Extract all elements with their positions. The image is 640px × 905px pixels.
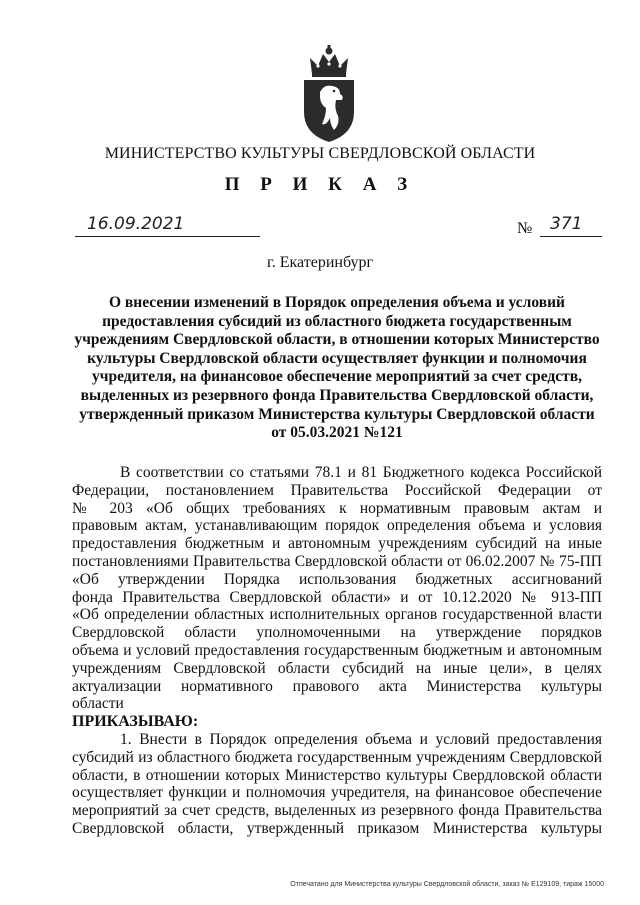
item-line: осуществляет функции и полномочия учредителя, на финансовое обеспечение <box>72 784 602 802</box>
order-number: 371 <box>550 214 583 234</box>
preamble-line: В соответствии со статьями 78.1 и 81 Бюджетного кодекса Российской <box>120 464 602 481</box>
title-line: предоставления субсидий из областного бюджета государственным <box>102 312 572 330</box>
item-line: мероприятий за счет средств, выделенных из резервного фонда Правительства <box>72 802 602 820</box>
preamble-line: фонда Правительства Свердловской области» и от 10.12.2020 № 913-ПП <box>72 588 602 606</box>
preamble-line: правовым актам, устанавливающим порядок определения объема и условия <box>72 517 602 535</box>
item-line: области, в отношении которых Министерство культуры Свердловской области <box>72 766 602 784</box>
print-footer: Отпечатано для Министерства культуры Свердловской области, заказ № Е129109, тираж 15000 <box>290 881 604 888</box>
sverdlovsk-coat-of-arms-icon <box>296 44 362 144</box>
ministry-name: МИНИСТЕРСТВО КУЛЬТУРЫ СВЕРДЛОВСКОЙ ОБЛАСТИ <box>104 145 536 162</box>
city: г. Екатеринбург <box>266 254 374 271</box>
item-line: Свердловской области, утвержденный приказом Министерства культуры <box>72 819 602 837</box>
preamble-line: объема и условий предоставления государственным бюджетным и автономным <box>72 641 602 659</box>
preamble-line: № 203 «Об общих требованиях к нормативным правовым актам и <box>72 499 602 517</box>
preamble-line: области <box>72 695 124 713</box>
title-line: утвержденный приказом Министерства культуры Свердловской области <box>79 405 595 423</box>
order-date: 16.09.2021 <box>87 214 185 234</box>
number-label: № <box>517 220 533 237</box>
preamble-line: постановлениями Правительства Свердловской области от 06.02.2007 № 75-ПП <box>72 552 602 570</box>
preamble-line: учреждениям Свердловской области субсидий на иные цели», в целях <box>72 659 602 677</box>
item-line: 1. Внести в Порядок определения объема и условий предоставления <box>120 730 602 748</box>
preamble-line: «Об определении областных исполнительных органов государственной власти <box>72 606 602 624</box>
title-line: О внесении изменений в Порядок определения объема и условий <box>109 294 565 311</box>
item-line: субсидий из областного бюджета государственным учреждениям Свердловской <box>72 748 602 766</box>
document-title <box>72 294 602 443</box>
title-line: учредителя, на финансовое обеспечение мероприятий за счет средств, <box>92 368 582 386</box>
document-type: П Р И К А З <box>224 174 416 195</box>
document-body <box>72 464 602 838</box>
order-verb: ПРИКАЗЫВАЮ: <box>72 713 199 731</box>
title-line: культуры Свердловской области осуществляет функции и полномочия <box>87 349 587 367</box>
date-field <box>75 214 260 237</box>
title-line: от 05.03.2021 №121 <box>271 424 403 442</box>
preamble-line: актуализации нормативного правового акта Министерства культуры <box>72 677 602 695</box>
title-line: выделенных из резервного фонда Правительства Свердловской области, <box>80 386 594 404</box>
preamble-line: предоставления бюджетным и автономным учреждениям субсидий на иные <box>72 535 602 553</box>
number-field <box>540 214 602 237</box>
preamble-line: «Об утверждении Порядка использования бюджетных ассигнований <box>72 570 602 588</box>
title-line: учреждениям Свердловской области, в отношении которых Министерство <box>74 331 600 349</box>
preamble-line: Свердловской области уполномоченными на утверждение порядков <box>72 624 602 642</box>
preamble-line: Федерации, постановлением Правительства Российской Федерации от <box>72 481 602 499</box>
